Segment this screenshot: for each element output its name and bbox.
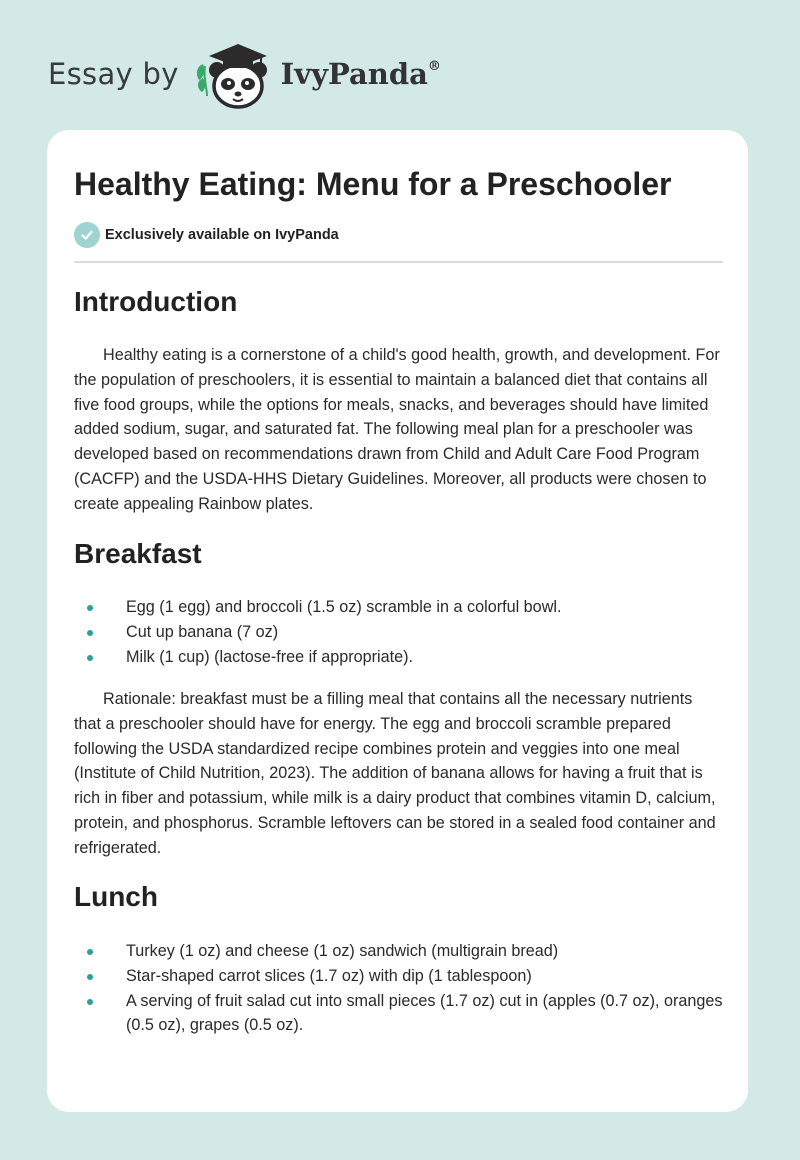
section-heading-breakfast: Breakfast — [74, 538, 202, 569]
list-item: Egg (1 egg) and broccoli (1.5 oz) scramble in a colorful bowl. — [74, 595, 723, 620]
check-circle-icon — [74, 222, 100, 248]
bullet-dot-icon — [87, 630, 93, 636]
list-item: Turkey (1 oz) and cheese (1 oz) sandwich (multigrain bread) — [74, 939, 723, 964]
site-header — [48, 34, 441, 114]
title-divider — [74, 261, 723, 263]
bullet-dot-icon — [87, 655, 93, 661]
breakfast-rationale-paragraph: Rationale: breakfast must be a filling meal that contains all the necessary nutrients that a preschooler should have for energy. The egg and broccoli scramble prepared following the USDA standardized recipe combines protein and veggies into one meal (Institute of Child Nutrition, 2023). The addition of banana allows for having a fruit that is rich in fiber and potassium, while milk is a dairy product that combines vitamin D, calcium, protein, and phosphorus. Scramble leftovers can be stored in a sealed food container and refrigerated. — [74, 690, 716, 857]
registered-mark: ® — [427, 59, 441, 74]
list-item: A serving of fruit salad cut into small pieces (1.7 oz) cut in (apples (0.7 oz), oranges (0.5 oz), grapes (0.5 oz). — [74, 989, 723, 1039]
bullet-dot-icon — [87, 999, 93, 1005]
list-item: Cut up banana (7 oz) — [74, 620, 723, 645]
breakfast-list — [74, 595, 723, 669]
exclusive-label: Exclusively available on IvyPanda — [105, 227, 339, 243]
bullet-dot-icon — [87, 974, 93, 980]
section-heading-lunch: Lunch — [74, 881, 158, 912]
essay-by-label: Essay by — [48, 57, 179, 91]
bullet-dot-icon — [87, 605, 93, 611]
bullet-dot-icon — [87, 949, 93, 955]
section-heading-introduction: Introduction — [74, 286, 238, 317]
article-title: Healthy Eating: Menu for a Preschooler — [74, 166, 672, 202]
article-card — [47, 130, 748, 1112]
exclusive-badge — [74, 222, 339, 248]
list-item: Star-shaped carrot slices (1.7 oz) with dip (1 tablespoon) — [74, 964, 723, 989]
list-item: Milk (1 cup) (lactose-free if appropriate). — [74, 645, 723, 670]
lunch-list — [74, 939, 723, 1038]
introduction-paragraph: Healthy eating is a cornerstone of a child's good health, growth, and development. For the population of preschoolers, it is essential to maintain a balanced diet that contains all five food groups, while the options for meals, snacks, and beverages should have limited added sodium, sugar, and saturated fat. The following meal plan for a preschooler was developed based on recommendations drawn from Child and Adult Care Food Program (CACFP) and the USDA-HHS Dietary Guidelines. Moreover, all products were chosen to create appealing Rainbow plates. — [74, 346, 720, 513]
brand-name[interactable]: IvyPanda® — [280, 57, 441, 91]
panda-graduation-cap-icon[interactable] — [193, 36, 279, 112]
